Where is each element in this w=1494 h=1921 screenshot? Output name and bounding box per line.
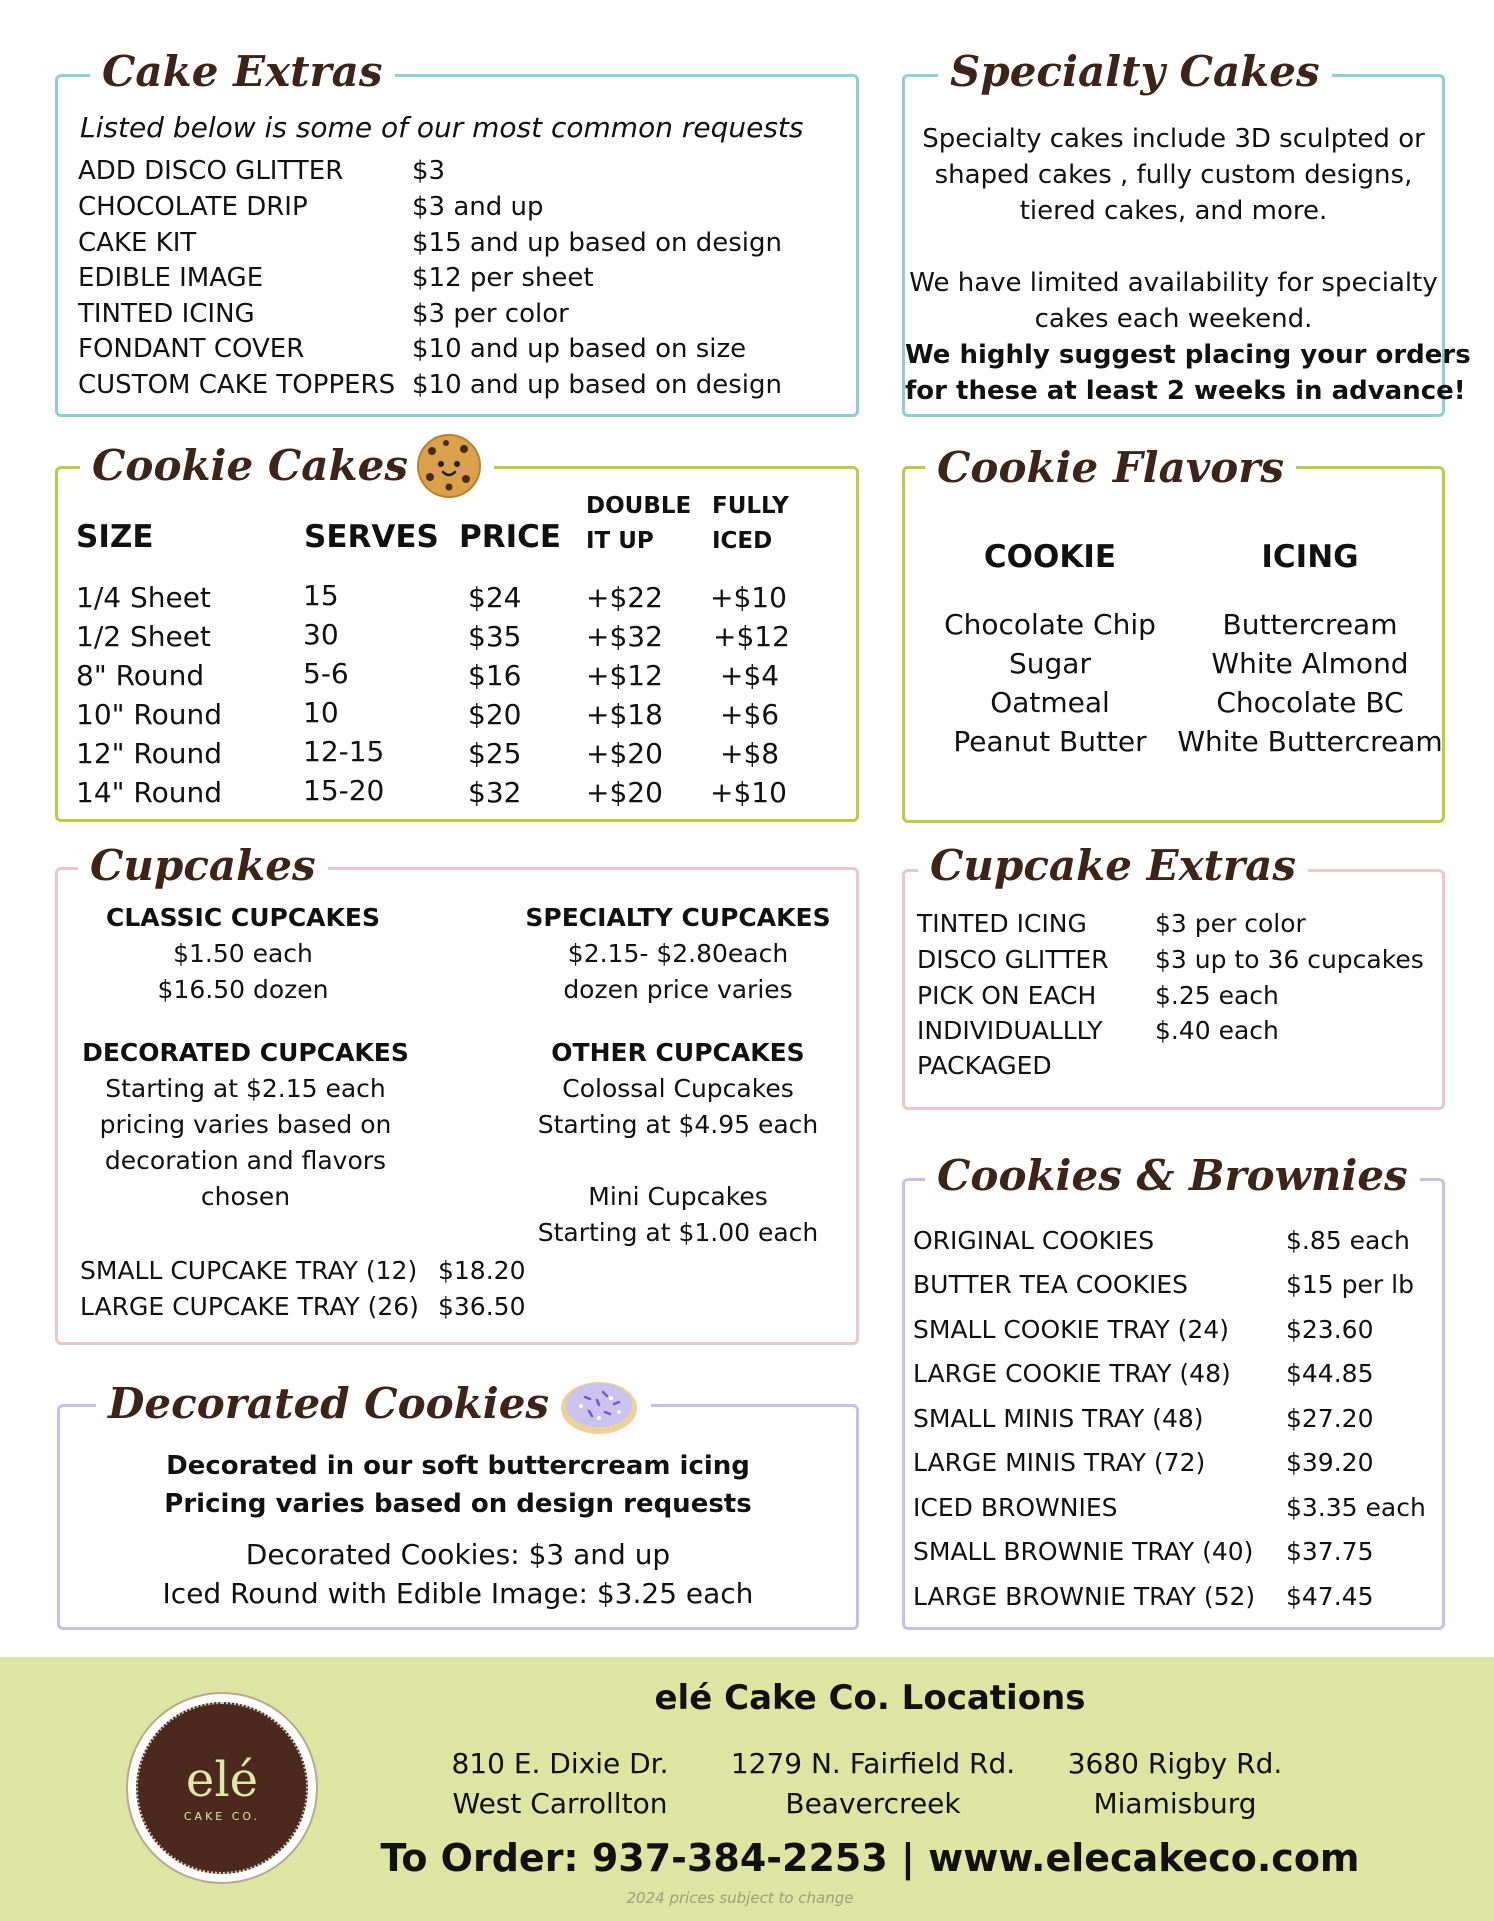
icing-flavor-column: ICING Buttercream White Almond Chocolate BC White Buttercream — [1160, 539, 1460, 761]
list-item: Oatmeal — [990, 686, 1110, 719]
col-header-size: SIZE — [76, 519, 154, 555]
list-item: Chocolate Chip — [944, 608, 1156, 641]
specialty-cakes-box — [902, 74, 1471, 417]
specialty-cupcakes: SPECIALTY CUPCAKES $2.15- $2.80each dozen price varies — [525, 903, 831, 1004]
list-item: FONDANT COVER $10 and up based on size — [78, 334, 747, 364]
order-contact: To Order: 937-384-2253 | www.elecakeco.com — [380, 1836, 1360, 1880]
cupcakes-title: Cupcakes — [78, 840, 328, 892]
list-item: TINTED ICING $3 per color — [917, 909, 1306, 938]
list-item: PACKAGED — [917, 1051, 1052, 1080]
col-header-price: PRICE — [459, 519, 562, 555]
iced-cookie-icon — [559, 1372, 639, 1436]
col-header-double: DOUBLE IT UP — [586, 493, 692, 554]
cookie-flavors-title: Cookie Flavors — [925, 442, 1296, 494]
cupcake-extras-title: Cupcake Extras — [918, 840, 1308, 892]
location-west-carrollton: 810 E. Dixie Dr. West Carrollton — [451, 1747, 669, 1820]
cookies-brownies-title: Cookies & Brownies — [925, 1150, 1420, 1202]
list-item: Peanut Butter — [953, 725, 1147, 758]
list-item: ADD DISCO GLITTER $3 — [78, 156, 446, 186]
list-item: White Buttercream — [1177, 725, 1443, 758]
list-item: INDIVIDUALLLY $.40 each — [917, 1016, 1279, 1045]
decorated-cookies-note: Pricing varies based on design requests — [164, 1489, 752, 1519]
specialty-cakes-title: Specialty Cakes — [938, 46, 1332, 98]
decorated-cupcakes: DECORATED CUPCAKES Starting at $2.15 each pricing varies based on decoration and flavors chosen — [82, 1038, 409, 1211]
price-disclaimer: 2024 prices subject to change — [626, 1889, 854, 1907]
list-item: DISCO GLITTER $3 up to 36 cupcakes — [917, 945, 1424, 974]
list-item: SMALL MINIS TRAY (48) $27.20 — [913, 1404, 1374, 1433]
list-item: ORIGINAL COOKIES $.85 each — [913, 1226, 1410, 1255]
list-item: SMALL CUPCAKE TRAY (12) $18.20 — [80, 1256, 526, 1285]
list-item: CAKE KIT $15 and up based on design — [78, 228, 782, 258]
specialty-notice-line: for these at least 2 weeks in advance! — [905, 376, 1466, 406]
col-header-iced: FULLY ICED — [712, 493, 789, 554]
list-item: LARGE MINIS TRAY (72) $39.20 — [913, 1448, 1374, 1477]
decorated-cookies-price: Iced Round with Edible Image: $3.25 each — [162, 1577, 754, 1610]
decorated-cookies-box — [57, 1404, 859, 1630]
list-item: CUSTOM CAKE TOPPERS $10 and up based on design — [78, 370, 782, 400]
list-item: SMALL BROWNIE TRAY (40) $37.75 — [913, 1537, 1374, 1566]
list-item: Chocolate BC — [1216, 686, 1404, 719]
locations-heading: elé Cake Co. Locations — [654, 1678, 1086, 1718]
cookie-cakes-title: Cookie Cakes — [80, 433, 494, 499]
specialty-text-line: Specialty cakes include 3D sculpted or — [922, 124, 1425, 154]
decorated-cookies-price: Decorated Cookies: $3 and up — [245, 1538, 671, 1571]
cake-extras-title: Cake Extras — [90, 46, 395, 98]
list-item: LARGE BROWNIE TRAY (52) $47.45 — [913, 1582, 1374, 1611]
location-miamisburg: 3680 Rigby Rd. Miamisburg — [1067, 1747, 1283, 1820]
list-item: ICED BROWNIES $3.35 each — [913, 1493, 1426, 1522]
cake-extras-intro: Listed below is some of our most common requests — [80, 111, 804, 144]
list-item: White Almond — [1211, 647, 1409, 680]
cookie-flavors-box — [902, 466, 1445, 823]
cake-extras-box — [55, 74, 859, 417]
specialty-text-line: cakes each weekend. — [1034, 304, 1313, 334]
decorated-cookies-title: Decorated Cookies — [96, 1372, 651, 1436]
cupcake-extras-box — [902, 869, 1445, 1110]
list-item: CHOCOLATE DRIP $3 and up — [78, 192, 544, 222]
cookie-icon — [416, 433, 482, 499]
other-cupcakes: OTHER CUPCAKES Colossal Cupcakes Starting at $4.95 each Mini Cupcakes Starting at $1.00 each — [537, 1038, 819, 1247]
ele-logo: elé CAKE CO. — [126, 1692, 318, 1884]
specialty-notice-line: We highly suggest placing your orders — [905, 340, 1471, 370]
list-item: EDIBLE IMAGE $12 per sheet — [78, 263, 594, 293]
list-item: Buttercream — [1222, 608, 1398, 641]
cookie-cakes-box: SIZE SERVES PRICE DOUBLE IT UP FULLY ICED 1/4 Sheet 15 $24 +$22 +$10 1/2 Sheet 30 $35 +$32 +$12 8" Round 5-6 $16 +$12 +$4 10" Round 10 $20 +$18 +$6 12" Round 12-15 $25 +$20 +$8 14" Round 15-20 $32 +$20 +$10 — [55, 466, 859, 822]
list-item: BUTTER TEA COOKIES $15 per lb — [913, 1270, 1414, 1299]
specialty-text-line: We have limited availability for specialty — [909, 268, 1438, 298]
col-header-serves: SERVES — [304, 519, 439, 555]
list-item: Sugar — [1009, 647, 1091, 680]
specialty-text-line: tiered cakes, and more. — [1019, 196, 1328, 226]
cookies-brownies-box — [902, 1178, 1445, 1630]
classic-cupcakes: CLASSIC CUPCAKES $1.50 each $16.50 dozen — [106, 903, 380, 1004]
decorated-cookies-note: Decorated in our soft buttercream icing — [166, 1451, 750, 1481]
list-item: TINTED ICING $3 per color — [78, 299, 569, 329]
specialty-text-line: shaped cakes , fully custom designs, — [934, 160, 1413, 190]
list-item: LARGE CUPCAKE TRAY (26) $36.50 — [80, 1292, 526, 1321]
cookie-flavor-column: COOKIE Chocolate Chip Sugar Oatmeal Peanut Butter — [905, 539, 1195, 761]
list-item: PICK ON EACH $.25 each — [917, 981, 1279, 1010]
location-beavercreek: 1279 N. Fairfield Rd. Beavercreek — [730, 1747, 1016, 1820]
list-item: LARGE COOKIE TRAY (48) $44.85 — [913, 1359, 1374, 1388]
cupcakes-box — [55, 867, 859, 1345]
list-item: SMALL COOKIE TRAY (24) $23.60 — [913, 1315, 1374, 1344]
